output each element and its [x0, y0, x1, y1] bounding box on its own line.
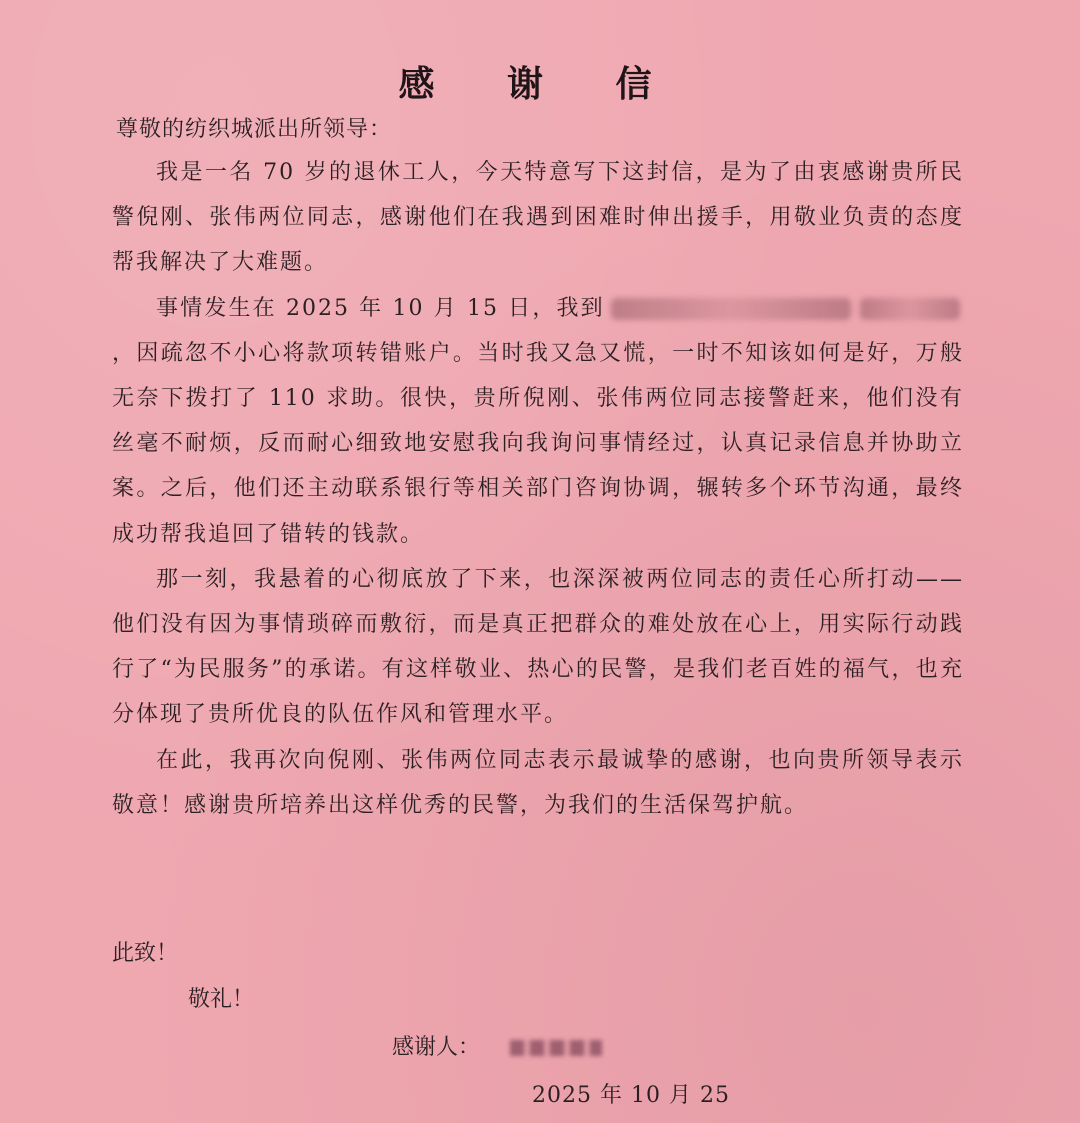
signer-label: 感谢人：	[392, 1035, 481, 1060]
closing-salute: 敬礼！	[188, 987, 255, 1012]
letter-salutation: 尊敬的纺织城派出所领导：	[116, 117, 393, 142]
signer-line	[392, 1030, 602, 1061]
redacted-location-blur-2	[860, 298, 960, 320]
letter-date: 2025 年 10 月 25	[532, 1083, 730, 1108]
redacted-name-blur	[510, 1040, 602, 1056]
paragraph-3: 那一刻，我悬着的心彻底放了下来，也深深被两位同志的责任心所打动——他们没有因为事情琐碎而敷衍，而是真正把群众的难处放在心上，用实际行动践行了“为民服务”的承诺。有这样敬业、热心的民警，是我们老百姓的福气，也充分体现了贵所优良的队伍作风和管理水平。	[112, 566, 964, 728]
closing-greeting: 此致！	[112, 941, 179, 966]
paragraph-1: 我是一名 70 岁的退休工人，今天特意写下这封信，是为了由衷感谢贵所民警倪刚、张伟两位同志，感谢他们在我遇到困难时伸出援手，用敬业负责的态度帮我解决了大难题。	[112, 160, 964, 276]
letter-title: 感 谢 信	[398, 63, 682, 105]
paragraph-2-start: 事情发生在 2025 年 10 月 15 日，我到	[156, 295, 605, 321]
letter-body	[112, 150, 964, 828]
paragraph-4: 在此，我再次向倪刚、张伟两位同志表示最诚挚的感谢，也向贵所领导表示敬意！感谢贵所培养出这样优秀的民警，为我们的生活保驾护航。	[112, 747, 964, 818]
paragraph-2-rest: ，因疏忽不小心将款项转错账户。当时我又急又慌，一时不知该如何是好，万般无奈下拨打了 110 求助。很快，贵所倪刚、张伟两位同志接警赶来，他们没有丝毫不耐烦，反而耐心细致地安慰我向我询问事情经过，认真记录信息并协助立案。之后，他们还主动联系银行等相关部门咨询协调，辗转多个环节沟通，最终成功帮我追回了错转的钱款。	[112, 340, 964, 547]
redacted-location-blur	[611, 298, 851, 320]
paragraph-2	[112, 286, 964, 557]
